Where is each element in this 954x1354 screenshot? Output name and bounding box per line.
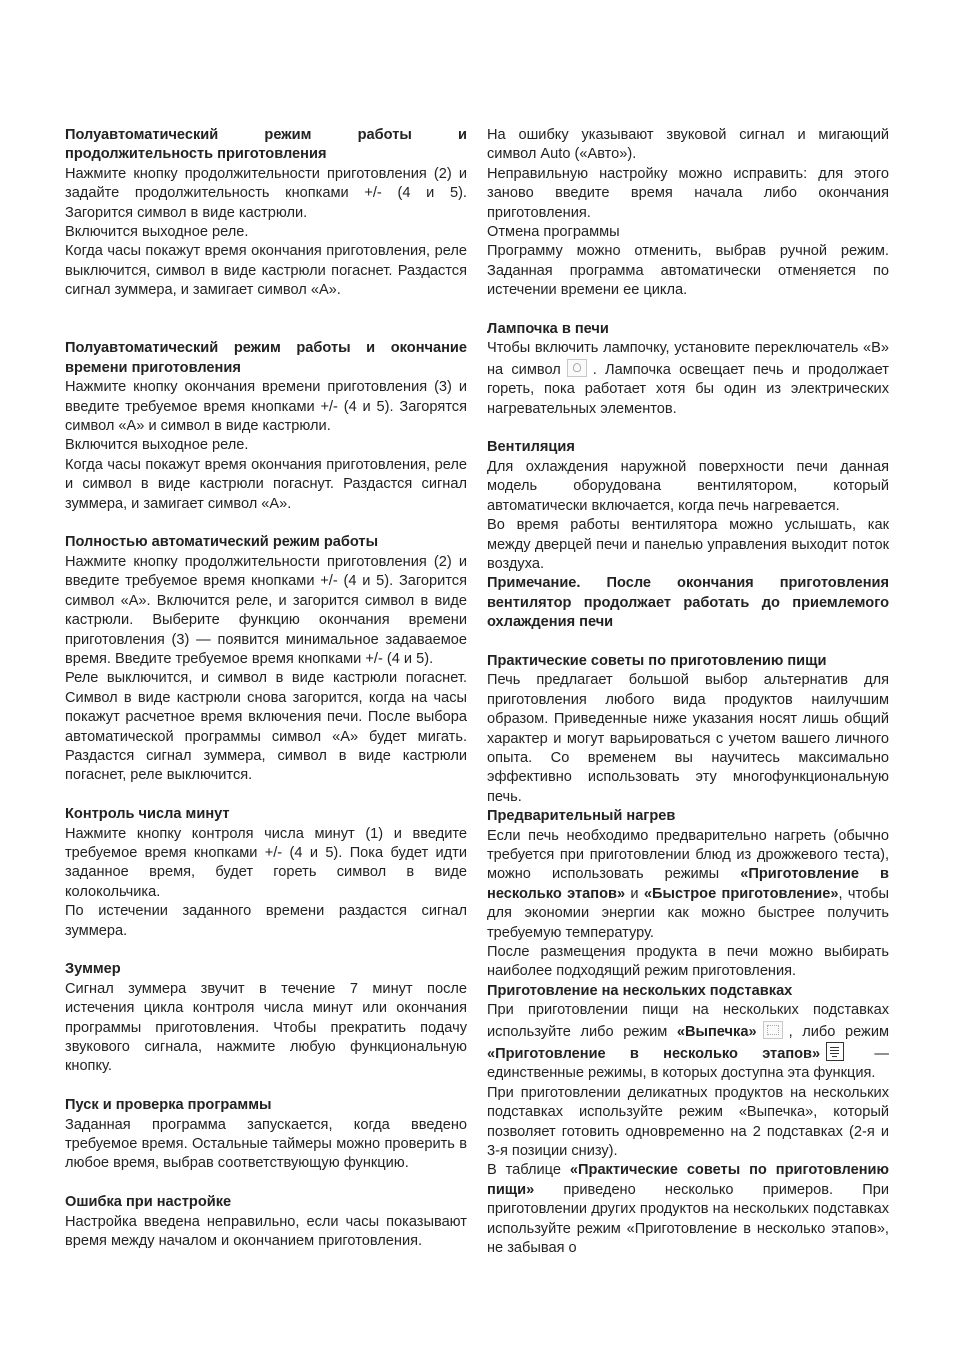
paragraph: Когда часы покажут время окончания приготовления, реле и символ в виде кастрюли погаснут. Раздастся сигнал зуммера, и замигает символ «А». [65,456,467,512]
section-semi-auto-duration [65,126,467,301]
multilevel-mode-icon [826,1042,844,1061]
section-program-start [65,1096,467,1174]
paragraph: Во время работы вентилятора можно услышать, как между дверцей печи и панелью управления выходит поток воздуха. [487,517,889,572]
section-heading: Полностью автоматический режим работы [65,534,379,551]
text-span: . Лампочка освещает печь и продолжает гореть, пока работает хотя бы один из электрических нагревательных элементов. [487,361,889,417]
text-span: При приготовлении пищи на нескольких подставках используйте либо режим [487,1002,889,1040]
section-heading: Зуммер [65,961,121,978]
text-span: В таблице [487,1162,570,1179]
section-heading: Лампочка в печи [487,321,609,338]
paragraph: На ошибку указывают звуковой сигнал и мигающий символ Auto («Авто»). [487,127,889,163]
paragraph: Настройка введена неправильно, если часы показывают время между началом и окончанием приготовления. [65,1213,467,1250]
paragraph: Нажмите кнопку контроля числа минут (1) и введите требуемое время кнопками +/- (4 и 5). Пока будет идти заданное время, будет гореть символ в виде колокольчика. [65,825,467,900]
paragraph [487,339,889,419]
paragraph: По истечении заданного времени раздастся сигнал зуммера. [65,903,467,939]
note: Примечание. После окончания приготовления вентилятор продолжает работать до приемлемого охлаждения печи [487,575,889,631]
paragraph: Неправильную настройку можно исправить: для этого заново введите время начала либо окончания приготовления. [487,165,889,221]
paragraph: Заданная программа запускается, когда введено требуемое время. Остальные таймеры можно проверить в любое время, выбрав соответствующую функцию. [65,1116,467,1172]
paragraph: Для охлаждения наружной поверхности печи данная модель оборудована вентилятором, который автоматически включается, когда печь нагревается. [487,458,889,514]
section-heading: Практические советы по приготовлению пищи [487,652,827,669]
subheading: Предварительный нагрев [487,808,676,825]
paragraph: Сигнал зуммера звучит в течение 7 минут после истечения цикла контроля числа минут или окончания программы приготовления. Чтобы прекратить подачу звукового сигнала, нажмите любую функциональную кнопку. [65,980,467,1075]
text-span: приведено несколько примеров. При приготовлении других продуктов на нескольких подставках используйте режим «Приготовление в несколько этапов», не забывая о [487,1181,889,1257]
paragraph: Включится выходное реле. [65,224,249,241]
right-column [487,126,889,1259]
section-buzzer [65,960,467,1076]
section-setting-error [65,1193,467,1251]
paragraph: Печь предлагает большой выбор альтернатив для приготовления любого вида продуктов наилучшим образом. Приведенные ниже указания носят лишь общий характер и могут варьироваться с учетом вашего личного опыта. Со временем вы научитесь максимально эффективно использовать эту многофункциональную печь. [487,672,889,805]
section-heading: Ошибка при настройке [65,1194,232,1211]
section-error-continued [487,126,889,301]
section-heading: Полуавтоматический режим работы и продолжительность приготовления [65,127,467,163]
section-heading: Пуск и проверка программы [65,1097,272,1114]
section-minute-timer [65,805,467,941]
paragraph: Нажмите кнопку продолжительности приготовления (2) и задайте продолжительность кнопками +/- (4 и 5). Загорится символ в виде кастрюли. [65,165,467,221]
section-semi-auto-end-time [65,339,467,514]
bold-span: «Практические советы по приготовлению пищи» [487,1162,889,1198]
paragraph [487,827,889,943]
section-full-auto [65,533,467,785]
left-column [65,126,467,1251]
paragraph [487,1161,889,1258]
bold-span: «Быстрое приготовление» [643,885,839,902]
paragraph: Включится выходное реле. [65,437,249,454]
paragraph [487,1001,889,1084]
text-span: Чтобы включить лампочку, установите переключатель «B» на символ [487,340,889,378]
paragraph: Отмена программы [487,224,620,241]
paragraph: Реле выключится, и символ в виде кастрюли погаснет. Символ в виде кастрюли снова загорится, когда на часы покажут расчетное время включения печи. После выбора автоматической программы символ «А» будет мигать. Раздастся сигнал зуммера, символ в виде кастрюли погаснет, реле выключится. [65,670,467,784]
section-oven-lamp [487,320,889,419]
lamp-icon [567,359,587,377]
section-heading: Полуавтоматический режим работы и окончание времени приготовления [65,340,467,376]
text-span: — единственные режимы, в которых доступна эта функция. [487,1046,889,1082]
paragraph: Программу можно отменить, выбрав ручной режим. Заданная программа автоматически отменяется по истечении времени ее цикла. [487,243,889,299]
text-span: Если печь необходимо предварительно нагреть (обычно требуется при приготовлении блюд из дрожжевого теста), можно использовать режимы [487,827,889,883]
section-cooking-tips [487,652,889,1259]
bake-mode-icon [763,1021,783,1039]
text-span: , либо режим [788,1023,890,1040]
text-span: и [625,885,644,902]
bold-span: «Выпечка» [676,1023,757,1040]
bold-span: «Приготовление в несколько этапов» [487,1046,821,1063]
paragraph: При приготовлении деликатных продуктов на нескольких подставках используйте режим «Выпечка», который позволяет готовить одновременно на 2 подставках (2-я и 3-я позиции снизу). [487,1084,889,1160]
section-ventilation [487,438,889,632]
subheading: Приготовление на нескольких подставках [487,982,793,999]
paragraph: Нажмите кнопку окончания времени приготовления (3) и введите требуемое время кнопками +/- (4 и 5). Загорятся символ «А» и символ в виде кастрюли. [65,379,467,435]
section-heading: Вентиляция [487,439,575,456]
text-span: , чтобы для экономии энергии как можно быстрее получить требуемую температуру. [487,885,889,941]
section-heading: Контроль числа минут [65,806,230,823]
paragraph: Нажмите кнопку продолжительности приготовления (2) и введите требуемое время кнопками +/- (4 и 5). Загорится символ «А». Включится реле, и загорится символ в виде кастрюли. Выберите функцию окончания времени приготовления (3) — появится минимальное задаваемое время. Введите требуемое время кнопками +/- (4 и 5). [65,553,467,667]
bold-span: «Приготовление в несколько этапов» [487,866,889,902]
paragraph: Когда часы покажут время окончания приготовления, реле выключится, символ в виде кастрюли погаснет. Раздастся сигнал зуммера, и замигает символ «А». [65,243,467,299]
paragraph: После размещения продукта в печи можно выбирать наиболее подходящий режим приготовления. [487,944,889,980]
